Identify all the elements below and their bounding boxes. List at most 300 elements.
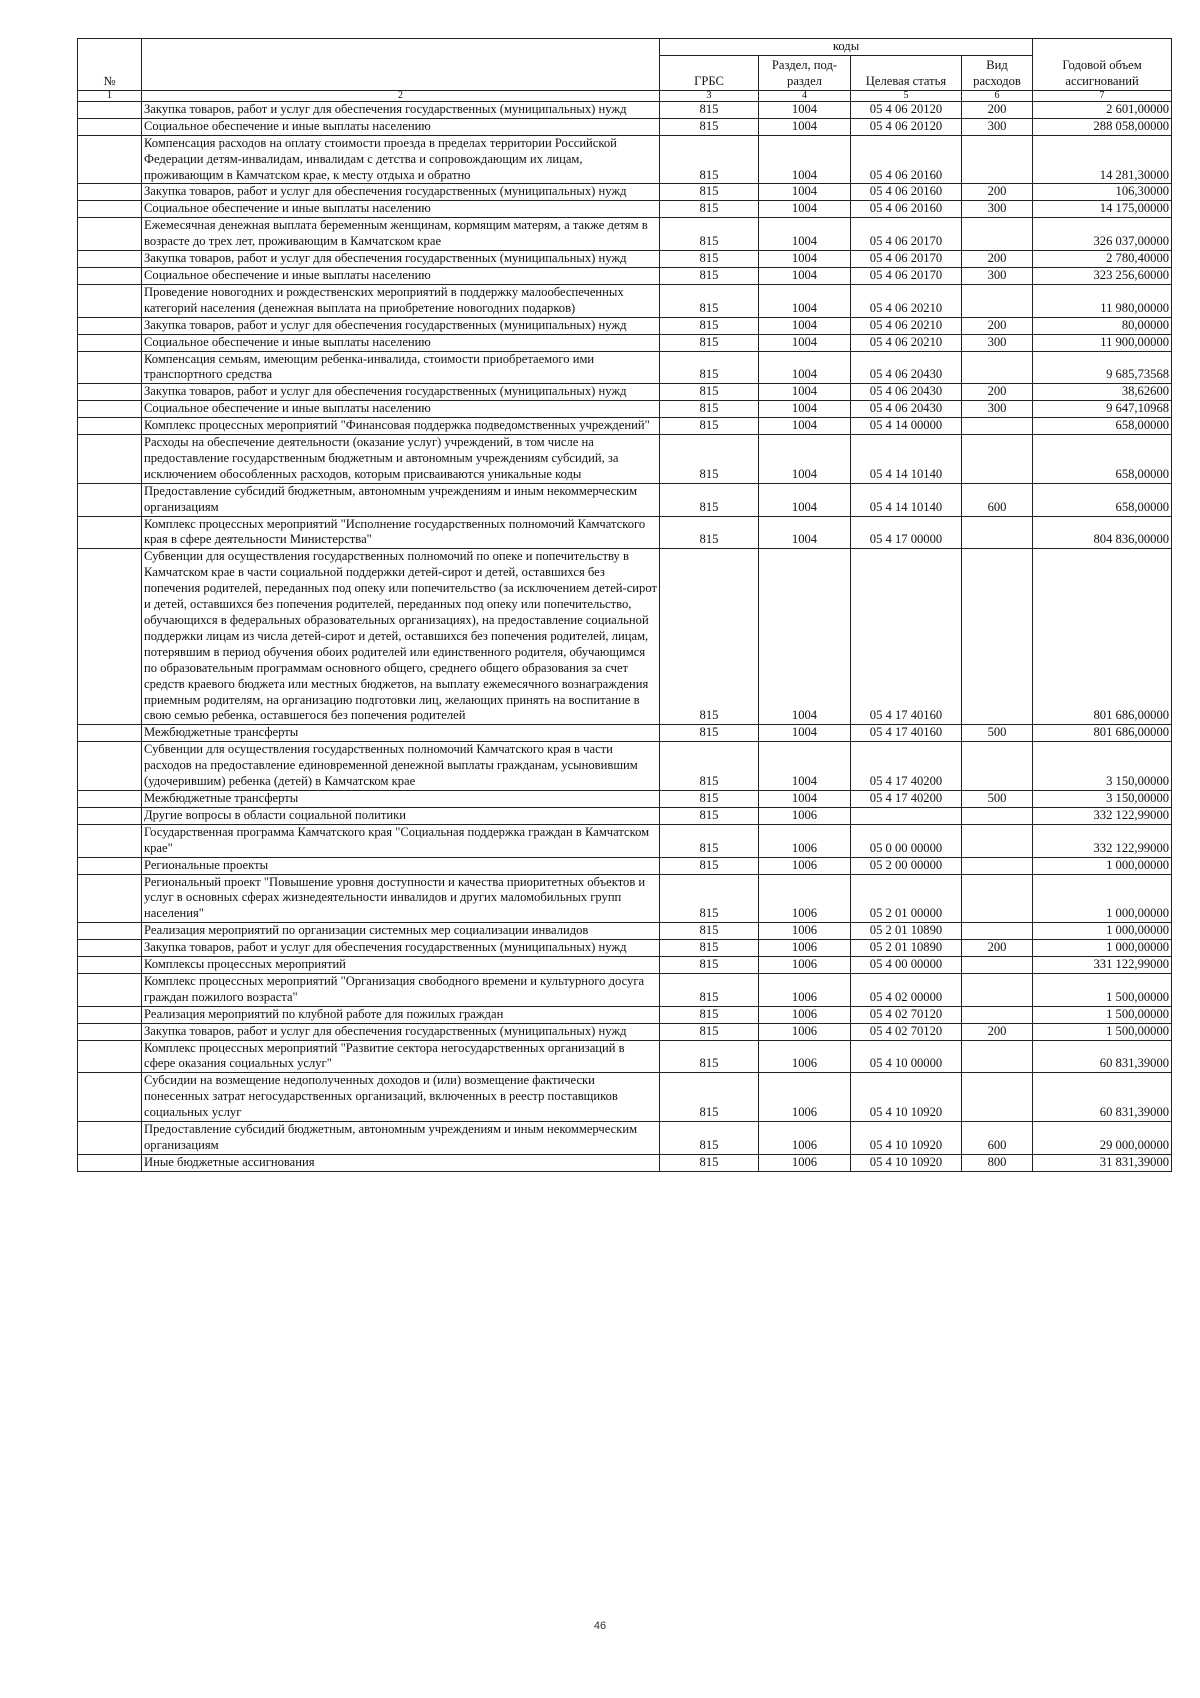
row-target-article: 05 4 14 10140 (851, 483, 962, 516)
row-expense-type (962, 807, 1033, 824)
row-number (78, 725, 142, 742)
row-number (78, 101, 142, 118)
row-name: Комплексы процессных мероприятий (142, 957, 660, 974)
row-grbs: 815 (660, 824, 759, 857)
row-number (78, 251, 142, 268)
row-expense-type: 200 (962, 1023, 1033, 1040)
row-target-article: 05 4 10 10920 (851, 1154, 962, 1171)
row-number (78, 418, 142, 435)
row-target-article: 05 4 06 20430 (851, 384, 962, 401)
row-razdel: 1004 (759, 284, 851, 317)
row-target-article: 05 2 01 10890 (851, 923, 962, 940)
row-number (78, 135, 142, 184)
row-razdel: 1006 (759, 807, 851, 824)
row-number (78, 874, 142, 923)
row-number (78, 824, 142, 857)
row-target-article: 05 4 00 00000 (851, 957, 962, 974)
row-expense-type (962, 742, 1033, 791)
row-razdel: 1006 (759, 1023, 851, 1040)
table-row (78, 1023, 1172, 1040)
row-razdel: 1004 (759, 725, 851, 742)
row-number (78, 923, 142, 940)
row-sum: 80,00000 (1033, 317, 1172, 334)
row-expense-type (962, 923, 1033, 940)
row-razdel: 1006 (759, 957, 851, 974)
row-name: Проведение новогодних и рождественских мероприятий в поддержку малообеспеченных категорий населения (денежная выплата на приобретение новогодних подарков) (142, 284, 660, 317)
row-expense-type: 500 (962, 790, 1033, 807)
row-razdel: 1006 (759, 1040, 851, 1073)
row-target-article: 05 4 17 40200 (851, 742, 962, 791)
row-razdel: 1004 (759, 435, 851, 484)
row-sum: 3 150,00000 (1033, 742, 1172, 791)
table-row (78, 317, 1172, 334)
row-target-article: 05 4 02 70120 (851, 1023, 962, 1040)
column-index: 4 (759, 90, 851, 101)
table-row (78, 184, 1172, 201)
row-sum: 331 122,99000 (1033, 957, 1172, 974)
table-row (78, 418, 1172, 435)
header-target-article: Целевая статья (851, 55, 962, 90)
row-target-article: 05 4 17 00000 (851, 516, 962, 549)
row-number (78, 1122, 142, 1155)
row-razdel: 1004 (759, 118, 851, 135)
row-grbs: 815 (660, 334, 759, 351)
row-name: Расходы на обеспечение деятельности (оказание услуг) учреждений, в том числе на предоставление государственным бюджетным и автономным учреждениям субсидий, за исключением обособленных расходов, которым присваиваются уникальные коды (142, 435, 660, 484)
row-grbs: 815 (660, 1040, 759, 1073)
row-grbs: 815 (660, 251, 759, 268)
row-razdel: 1006 (759, 973, 851, 1006)
row-grbs: 815 (660, 923, 759, 940)
row-number (78, 1154, 142, 1171)
row-expense-type: 200 (962, 384, 1033, 401)
row-name: Комплекс процессных мероприятий "Финансовая поддержка подведомственных учреждений" (142, 418, 660, 435)
row-name: Реализация мероприятий по клубной работе для пожилых граждан (142, 1006, 660, 1023)
row-sum: 1 000,00000 (1033, 940, 1172, 957)
row-number (78, 1073, 142, 1122)
row-target-article (851, 807, 962, 824)
row-number (78, 267, 142, 284)
column-index-row (78, 90, 1172, 101)
row-sum: 9 685,73568 (1033, 351, 1172, 384)
row-target-article: 05 4 17 40200 (851, 790, 962, 807)
row-grbs: 815 (660, 742, 759, 791)
row-target-article: 05 4 14 10140 (851, 435, 962, 484)
row-number (78, 857, 142, 874)
row-razdel: 1004 (759, 184, 851, 201)
row-target-article: 05 4 06 20170 (851, 218, 962, 251)
row-expense-type (962, 973, 1033, 1006)
row-razdel: 1004 (759, 317, 851, 334)
table-row (78, 857, 1172, 874)
row-sum: 658,00000 (1033, 483, 1172, 516)
row-name: Комплекс процессных мероприятий "Организация свободного времени и культурного досуга граждан пожилого возраста" (142, 973, 660, 1006)
row-name: Региональный проект "Повышение уровня доступности и качества приоритетных объектов и услуг в основных сферах жизнедеятельности инвалидов и других маломобильных групп населения" (142, 874, 660, 923)
row-name: Иные бюджетные ассигнования (142, 1154, 660, 1171)
row-sum: 658,00000 (1033, 418, 1172, 435)
row-name: Комплекс процессных мероприятий "Исполнение государственных полномочий Камчатского края в сфере деятельности Министерства" (142, 516, 660, 549)
table-row (78, 549, 1172, 725)
row-target-article: 05 4 14 00000 (851, 418, 962, 435)
row-number (78, 790, 142, 807)
row-razdel: 1006 (759, 1073, 851, 1122)
row-target-article: 05 4 02 70120 (851, 1006, 962, 1023)
row-grbs: 815 (660, 184, 759, 201)
row-target-article: 05 4 06 20120 (851, 118, 962, 135)
row-name: Социальное обеспечение и иные выплаты населению (142, 401, 660, 418)
row-grbs: 815 (660, 874, 759, 923)
row-expense-type (962, 284, 1033, 317)
row-grbs: 815 (660, 1006, 759, 1023)
row-number (78, 940, 142, 957)
column-index: 3 (660, 90, 759, 101)
row-expense-type: 200 (962, 101, 1033, 118)
row-target-article: 05 4 17 40160 (851, 549, 962, 725)
row-target-article: 05 0 00 00000 (851, 824, 962, 857)
column-index: 2 (142, 90, 660, 101)
row-razdel: 1004 (759, 101, 851, 118)
row-expense-type: 500 (962, 725, 1033, 742)
row-expense-type (962, 218, 1033, 251)
row-number (78, 742, 142, 791)
row-expense-type (962, 1073, 1033, 1122)
row-target-article: 05 2 01 10890 (851, 940, 962, 957)
row-expense-type (962, 516, 1033, 549)
row-target-article: 05 4 10 00000 (851, 1040, 962, 1073)
table-row (78, 101, 1172, 118)
row-name: Закупка товаров, работ и услуг для обеспечения государственных (муниципальных) нужд (142, 940, 660, 957)
row-grbs: 815 (660, 418, 759, 435)
header-grbs: ГРБС (660, 55, 759, 90)
row-razdel: 1006 (759, 940, 851, 957)
row-razdel: 1006 (759, 857, 851, 874)
row-sum: 38,62600 (1033, 384, 1172, 401)
row-name: Государственная программа Камчатского края "Социальная поддержка граждан в Камчатском крае" (142, 824, 660, 857)
row-expense-type: 800 (962, 1154, 1033, 1171)
table-row (78, 118, 1172, 135)
row-target-article: 05 4 06 20170 (851, 267, 962, 284)
row-target-article: 05 4 06 20160 (851, 184, 962, 201)
row-razdel: 1004 (759, 218, 851, 251)
row-name: Социальное обеспечение и иные выплаты населению (142, 334, 660, 351)
row-grbs: 815 (660, 725, 759, 742)
table-row (78, 940, 1172, 957)
header-codes: коды (660, 39, 1033, 56)
header-annual-sum: Годовой объем ассигнований (1033, 39, 1172, 91)
row-number (78, 184, 142, 201)
row-name: Социальное обеспечение и иные выплаты населению (142, 267, 660, 284)
row-grbs: 815 (660, 1023, 759, 1040)
row-expense-type (962, 135, 1033, 184)
row-grbs: 815 (660, 483, 759, 516)
table-row (78, 1122, 1172, 1155)
row-target-article: 05 4 06 20430 (851, 351, 962, 384)
table-row (78, 516, 1172, 549)
row-number (78, 384, 142, 401)
table-row (78, 1073, 1172, 1122)
row-target-article: 05 4 06 20210 (851, 334, 962, 351)
column-index: 7 (1033, 90, 1172, 101)
column-index: 6 (962, 90, 1033, 101)
row-grbs: 815 (660, 516, 759, 549)
table-row (78, 790, 1172, 807)
table-row (78, 923, 1172, 940)
row-sum: 11 900,00000 (1033, 334, 1172, 351)
row-sum: 106,30000 (1033, 184, 1172, 201)
row-razdel: 1004 (759, 418, 851, 435)
row-grbs: 815 (660, 351, 759, 384)
row-number (78, 1023, 142, 1040)
row-name: Региональные проекты (142, 857, 660, 874)
row-sum: 1 000,00000 (1033, 874, 1172, 923)
table-row (78, 201, 1172, 218)
row-name: Закупка товаров, работ и услуг для обеспечения государственных (муниципальных) нужд (142, 1023, 660, 1040)
table-row (78, 1154, 1172, 1171)
row-expense-type (962, 549, 1033, 725)
row-expense-type (962, 824, 1033, 857)
table-row (78, 384, 1172, 401)
row-number (78, 351, 142, 384)
row-expense-type: 300 (962, 267, 1033, 284)
row-name: Субвенции для осуществления государственных полномочий Камчатского края в части расходов на предоставление единовременной денежной выплаты гражданам, усыновившим (удочерившим) ребенка (детей) в Камчатском крае (142, 742, 660, 791)
row-sum: 326 037,00000 (1033, 218, 1172, 251)
row-number (78, 118, 142, 135)
row-target-article: 05 4 06 20160 (851, 135, 962, 184)
row-target-article: 05 4 06 20170 (851, 251, 962, 268)
table-row (78, 251, 1172, 268)
row-razdel: 1006 (759, 824, 851, 857)
row-name: Ежемесячная денежная выплата беременным женщинам, кормящим матерям, а также детям в возрасте до трех лет, проживающим в Камчатском крае (142, 218, 660, 251)
table-body (78, 101, 1172, 1171)
row-sum: 801 686,00000 (1033, 549, 1172, 725)
row-grbs: 815 (660, 1122, 759, 1155)
table-row (78, 218, 1172, 251)
row-grbs: 815 (660, 957, 759, 974)
row-name: Социальное обеспечение и иные выплаты населению (142, 201, 660, 218)
row-grbs: 815 (660, 201, 759, 218)
row-razdel: 1004 (759, 201, 851, 218)
row-expense-type: 200 (962, 251, 1033, 268)
row-sum: 9 647,10968 (1033, 401, 1172, 418)
row-target-article: 05 4 02 00000 (851, 973, 962, 1006)
budget-sheet (77, 38, 1171, 1172)
row-razdel: 1004 (759, 267, 851, 284)
row-target-article: 05 4 06 20430 (851, 401, 962, 418)
table-row (78, 401, 1172, 418)
row-sum: 31 831,39000 (1033, 1154, 1172, 1171)
column-index: 1 (78, 90, 142, 101)
row-sum: 2 601,00000 (1033, 101, 1172, 118)
table-row (78, 435, 1172, 484)
row-sum: 658,00000 (1033, 435, 1172, 484)
row-number (78, 435, 142, 484)
row-expense-type (962, 351, 1033, 384)
row-target-article: 05 4 06 20210 (851, 284, 962, 317)
table-row (78, 973, 1172, 1006)
row-name: Предоставление субсидий бюджетным, автономным учреждениям и иным некоммерческим организациям (142, 483, 660, 516)
row-number (78, 218, 142, 251)
table-row (78, 267, 1172, 284)
row-target-article: 05 4 06 20160 (851, 201, 962, 218)
budget-table (77, 38, 1172, 1172)
row-sum: 1 500,00000 (1033, 1006, 1172, 1023)
row-target-article: 05 4 10 10920 (851, 1073, 962, 1122)
row-expense-type: 300 (962, 401, 1033, 418)
row-sum: 29 000,00000 (1033, 1122, 1172, 1155)
row-sum: 1 500,00000 (1033, 1023, 1172, 1040)
row-expense-type (962, 957, 1033, 974)
row-name: Комплекс процессных мероприятий "Развитие сектора негосударственных организаций в сфере оказания социальных услуг" (142, 1040, 660, 1073)
row-name: Субвенции для осуществления государственных полномочий по опеке и попечительству в Камчатском крае в части социальной поддержки детей-сирот и детей, оставшихся без попечения родителей, переданных под опеку или попечительство (за исключением детей-сирот и детей, оставшихся без попечения родителей, переданных под опеку или попечительство, обучающихся в федеральных образовательных организациях), на предоставление социальной поддержки лицам из числа детей-сирот и детей, оставшихся без попечения родителей, лицам, потерявшим в период обучения обоих родителей или единственного родителя, обучающимся по образовательным программам основного общего, среднего общего образования за счет средств краевого бюджета или местных бюджетов, на выплату ежемесячного вознаграждения приемным родителям, на организацию подготовки лиц, желающих принять на воспитание в свою семью ребенка, оставшегося без попечения родителей (142, 549, 660, 725)
row-grbs: 815 (660, 267, 759, 284)
row-grbs: 815 (660, 1073, 759, 1122)
row-razdel: 1004 (759, 516, 851, 549)
row-name: Закупка товаров, работ и услуг для обеспечения государственных (муниципальных) нужд (142, 184, 660, 201)
row-sum: 1 000,00000 (1033, 857, 1172, 874)
table-row (78, 807, 1172, 824)
row-sum: 60 831,39000 (1033, 1040, 1172, 1073)
header-number: № (78, 39, 142, 91)
row-razdel: 1006 (759, 1122, 851, 1155)
row-target-article: 05 4 06 20120 (851, 101, 962, 118)
table-row (78, 334, 1172, 351)
row-expense-type: 200 (962, 317, 1033, 334)
row-expense-type (962, 857, 1033, 874)
row-grbs: 815 (660, 549, 759, 725)
table-row (78, 1040, 1172, 1073)
header-expense-type: Вид расходов (962, 55, 1033, 90)
row-number (78, 201, 142, 218)
row-razdel: 1004 (759, 790, 851, 807)
table-row (78, 725, 1172, 742)
row-razdel: 1004 (759, 401, 851, 418)
table-row (78, 284, 1172, 317)
row-sum: 1 500,00000 (1033, 973, 1172, 1006)
table-row (78, 1006, 1172, 1023)
row-target-article: 05 4 17 40160 (851, 725, 962, 742)
row-expense-type (962, 418, 1033, 435)
row-razdel: 1006 (759, 1006, 851, 1023)
row-name: Межбюджетные трансферты (142, 790, 660, 807)
row-expense-type (962, 874, 1033, 923)
row-grbs: 815 (660, 118, 759, 135)
row-expense-type (962, 435, 1033, 484)
row-grbs: 815 (660, 284, 759, 317)
table-row (78, 351, 1172, 384)
row-grbs: 815 (660, 940, 759, 957)
row-grbs: 815 (660, 790, 759, 807)
row-target-article: 05 4 06 20210 (851, 317, 962, 334)
row-sum: 1 000,00000 (1033, 923, 1172, 940)
row-sum: 323 256,60000 (1033, 267, 1172, 284)
table-row (78, 957, 1172, 974)
row-number (78, 1006, 142, 1023)
row-name: Субсидии на возмещение недополученных доходов и (или) возмещение фактически понесенных затрат негосударственных организаций, включенных в реестр поставщиков социальных услуг (142, 1073, 660, 1122)
row-grbs: 815 (660, 435, 759, 484)
row-sum: 2 780,40000 (1033, 251, 1172, 268)
table-row (78, 135, 1172, 184)
row-razdel: 1004 (759, 549, 851, 725)
row-sum: 804 836,00000 (1033, 516, 1172, 549)
table-header (78, 39, 1172, 102)
row-name: Закупка товаров, работ и услуг для обеспечения государственных (муниципальных) нужд (142, 101, 660, 118)
row-sum: 801 686,00000 (1033, 725, 1172, 742)
row-razdel: 1004 (759, 483, 851, 516)
row-expense-type (962, 1040, 1033, 1073)
row-sum: 14 281,30000 (1033, 135, 1172, 184)
header-razdel: Раздел, под-раздел (759, 55, 851, 90)
row-razdel: 1004 (759, 742, 851, 791)
row-razdel: 1004 (759, 251, 851, 268)
row-grbs: 815 (660, 101, 759, 118)
row-name: Межбюджетные трансферты (142, 725, 660, 742)
row-grbs: 815 (660, 401, 759, 418)
row-expense-type: 300 (962, 201, 1033, 218)
row-sum: 332 122,99000 (1033, 824, 1172, 857)
row-name: Социальное обеспечение и иные выплаты населению (142, 118, 660, 135)
page-number: 46 (593, 1620, 607, 1632)
row-sum: 14 175,00000 (1033, 201, 1172, 218)
table-row (78, 742, 1172, 791)
row-expense-type: 200 (962, 940, 1033, 957)
row-name: Компенсация расходов на оплату стоимости проезда в пределах территории Российской Федерации детям-инвалидам, инвалидам с детства и сопровождающим их лицам, проживающим в Камчатском крае, к месту отдыха и обратно (142, 135, 660, 184)
row-target-article: 05 4 10 10920 (851, 1122, 962, 1155)
table-row (78, 824, 1172, 857)
row-grbs: 815 (660, 135, 759, 184)
row-razdel: 1006 (759, 874, 851, 923)
row-name: Реализация мероприятий по организации системных мер социализации инвалидов (142, 923, 660, 940)
row-grbs: 815 (660, 807, 759, 824)
row-target-article: 05 2 01 00000 (851, 874, 962, 923)
row-number (78, 549, 142, 725)
row-grbs: 815 (660, 973, 759, 1006)
row-expense-type: 200 (962, 184, 1033, 201)
row-expense-type (962, 1006, 1033, 1023)
row-name: Закупка товаров, работ и услуг для обеспечения государственных (муниципальных) нужд (142, 251, 660, 268)
row-razdel: 1004 (759, 334, 851, 351)
row-number (78, 516, 142, 549)
row-expense-type: 600 (962, 483, 1033, 516)
row-grbs: 815 (660, 1154, 759, 1171)
row-grbs: 815 (660, 218, 759, 251)
row-number (78, 401, 142, 418)
row-name: Закупка товаров, работ и услуг для обеспечения государственных (муниципальных) нужд (142, 384, 660, 401)
table-row (78, 483, 1172, 516)
row-number (78, 284, 142, 317)
row-sum: 11 980,00000 (1033, 284, 1172, 317)
row-expense-type: 300 (962, 118, 1033, 135)
row-number (78, 317, 142, 334)
row-number (78, 957, 142, 974)
row-number (78, 334, 142, 351)
row-name: Другие вопросы в области социальной политики (142, 807, 660, 824)
row-razdel: 1004 (759, 351, 851, 384)
row-name: Закупка товаров, работ и услуг для обеспечения государственных (муниципальных) нужд (142, 317, 660, 334)
row-name: Предоставление субсидий бюджетным, автономным учреждениям и иным некоммерческим организациям (142, 1122, 660, 1155)
row-razdel: 1004 (759, 384, 851, 401)
row-razdel: 1006 (759, 1154, 851, 1171)
row-razdel: 1006 (759, 923, 851, 940)
row-grbs: 815 (660, 857, 759, 874)
row-target-article: 05 2 00 00000 (851, 857, 962, 874)
row-number (78, 973, 142, 1006)
row-grbs: 815 (660, 317, 759, 334)
row-sum: 332 122,99000 (1033, 807, 1172, 824)
row-razdel: 1004 (759, 135, 851, 184)
row-sum: 60 831,39000 (1033, 1073, 1172, 1122)
row-expense-type: 600 (962, 1122, 1033, 1155)
row-sum: 3 150,00000 (1033, 790, 1172, 807)
row-number (78, 1040, 142, 1073)
